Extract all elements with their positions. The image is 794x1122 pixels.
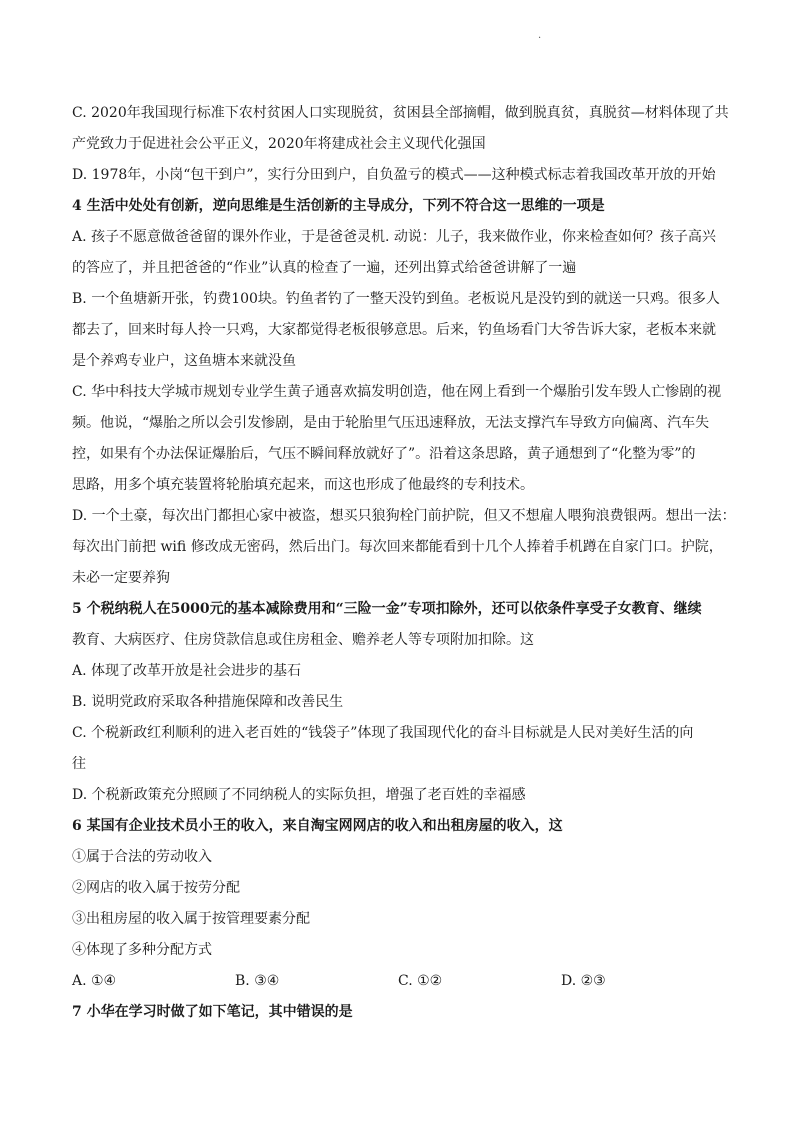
q5-option-b: B. 说明党政府采取各种措施保障和改善民生 — [72, 694, 344, 710]
q6-option-a: A. ①④ — [72, 973, 117, 989]
q4-stem: 4 生活中处处有创新，逆向思维是生活创新的主导成分，下列不符合这一思维的一项是 — [72, 198, 605, 214]
q3-option-d: D. 1978年，小岗“包干到户”，实行分田到户，自负盈亏的模式——这种模式标志着我国改革开放的开始 — [72, 167, 716, 183]
q7-stem: 7 小华在学习时做了如下笔记，其中错误的是 — [72, 1004, 353, 1020]
q4-option-c-line: 频。他说，“爆胎之所以会引发惨剧，是由于轮胎里气压迅速释放，无法支撑汽车导致方向偏离、汽车失 — [72, 415, 710, 431]
q6-item: ①属于合法的劳动收入 — [72, 849, 212, 865]
q5-stem-line: 5 个税纳税人在5000元的基本减除费用和“三险一金”专项扣除外，还可以依条件享受子女教育、继续 — [72, 601, 702, 617]
q3-option-c-line: C. 2020年我国现行标准下农村贫困人口实现脱贫，贫困县全部摘帽，做到脱真贫，真脱贫—材料体现了共 — [72, 105, 729, 121]
q5-option-a: A. 体现了改革开放是社会进步的基石 — [72, 663, 302, 679]
q4-option-a-line: A. 孩子不愿意做爸爸留的课外作业，于是爸爸灵机. 动说：儿子，我来做作业，你来检查如何？孩子高兴 — [72, 229, 716, 245]
q3-option-c-line: 产党致力于促进社会公平正义，2020年将建成社会主义现代化强国 — [72, 136, 486, 152]
q5-stem-line: 教育、大病医疗、住房贷款信息或住房租金、赡养老人等专项附加扣除。这 — [72, 632, 534, 648]
q6-item: ④体现了多种分配方式 — [72, 942, 212, 958]
q4-option-a-line: 的答应了，并且把爸爸的“作业”认真的检查了一遍，还列出算式给爸爸讲解了一遍 — [72, 260, 577, 276]
q6-stem: 6 某国有企业技术员小王的收入，来自淘宝网网店的收入和出租房屋的收入，这 — [72, 818, 563, 834]
q4-option-c-line: 思路，用多个填充装置将轮胎填充起来，而这也形成了他最终的专利技术。 — [72, 477, 534, 493]
q6-option-b: B. ③④ — [235, 973, 280, 989]
q6-option-d: D. ②③ — [561, 973, 606, 989]
q6-item: ③出租房屋的收入属于按管理要素分配 — [72, 911, 310, 927]
q6-options — [72, 966, 724, 997]
q4-option-c-line: C. 华中科技大学城市规划专业学生黄子通喜欢搞发明创造，他在网上看到一个爆胎引发车毁人亡惨剧的视 — [72, 384, 722, 400]
q6-item: ②网店的收入属于按劳分配 — [72, 880, 240, 896]
q6-option-c: C. ①② — [398, 973, 443, 989]
q4-option-b-line: B. 一个鱼塘新开张，钓费100块。钓鱼者钓了一整天没钓到鱼。老板说凡是没钓到的就送一只鸡。很多人 — [72, 291, 720, 307]
q4-option-b-line: 都去了，回来时每人拎一只鸡，大家都觉得老板很够意思。后来，钓鱼场看门大爷告诉大家，老板本来就 — [72, 322, 716, 338]
q4-option-b-line: 是个养鸡专业户，这鱼塘本来就没鱼 — [72, 353, 296, 369]
q4-option-d-line: 未必一定要养狗 — [72, 570, 170, 586]
q4-option-c-line: 控，如果有个办法保证爆胎后，气压不瞬间释放就好了”。沿着这条思路，黄子通想到了“化整为零”的 — [72, 446, 696, 462]
document-body — [72, 98, 736, 1028]
q5-option-c-line: 往 — [72, 756, 86, 772]
header-mark: . — [538, 30, 542, 41]
q4-option-d-line: D. 一个土豪，每次出门都担心家中被盗，想买只狼狗栓门前护院，但又不想雇人喂狗浪费银两。想出一法： — [72, 508, 736, 524]
q4-option-d-line: 每次出门前把 wifi 修改成无密码，然后出门。每次回来都能看到十几个人捧着手机蹲在自家门口。护院， — [72, 539, 723, 555]
q5-option-d: D. 个税新政策充分照顾了不同纳税人的实际负担，增强了老百姓的幸福感 — [72, 787, 526, 803]
q5-option-c-line: C. 个税新政红利顺利的进入老百姓的“钱袋子”体现了我国现代化的奋斗目标就是人民对美好生活的向 — [72, 725, 694, 741]
